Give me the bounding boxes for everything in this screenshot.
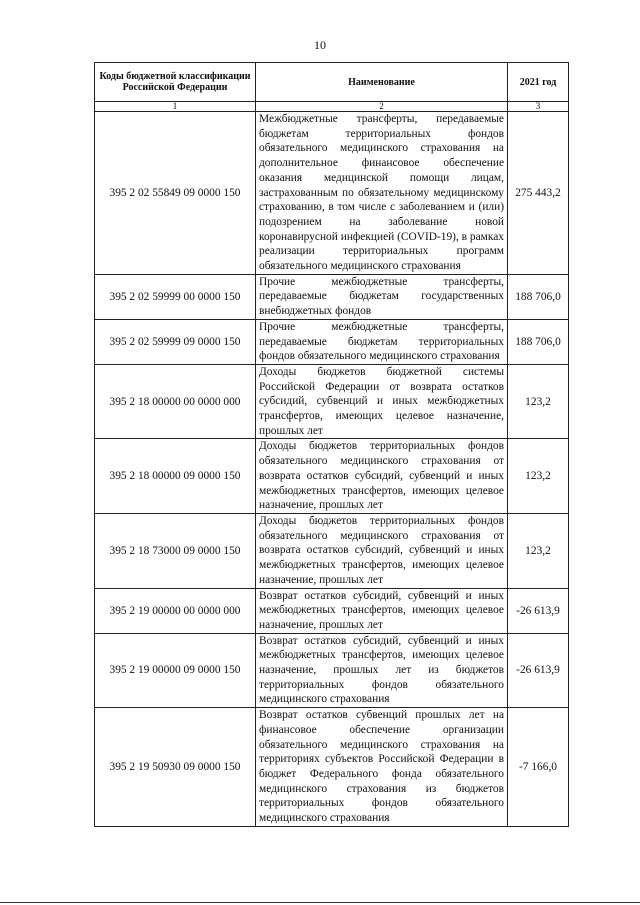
table-body	[95, 112, 569, 827]
table-header-row	[95, 63, 569, 102]
amount-cell: -7 166,0	[508, 708, 569, 827]
name-cell: Возврат остатков субсидий, субвенций и иных межбюджетных трансфертов, имеющих целевое назначение, прошлых лет из бюджетов территориальных фондов обязательного медицинского страхования	[256, 633, 508, 708]
amount-cell: 275 443,2	[508, 112, 569, 275]
column-number: 3	[508, 102, 569, 112]
code-cell: 395 2 19 50930 09 0000 150	[95, 708, 256, 827]
code-cell: 395 2 02 59999 09 0000 150	[95, 319, 256, 364]
code-cell: 395 2 02 59999 00 0000 150	[95, 274, 256, 319]
table-row	[95, 319, 569, 364]
amount-cell: 188 706,0	[508, 319, 569, 364]
table-row	[95, 633, 569, 708]
amount-cell: -26 613,9	[508, 633, 569, 708]
name-cell: Доходы бюджетов территориальных фондов обязательного медицинского страхования от возврата остатков субсидий, субвенций и иных межбюджетных трансфертов, имеющих целевое назначение, прошлых лет	[256, 439, 508, 514]
code-cell: 395 2 18 73000 09 0000 150	[95, 513, 256, 588]
amount-cell: -26 613,9	[508, 588, 569, 633]
code-cell: 395 2 02 55849 09 0000 150	[95, 112, 256, 275]
column-number-row	[95, 102, 569, 112]
table-row	[95, 588, 569, 633]
header-name: Наименование	[256, 63, 508, 102]
name-cell: Возврат остатков субсидий, субвенций и иных межбюджетных трансфертов, имеющих целевое назначение, прошлых лет	[256, 588, 508, 633]
code-cell: 395 2 19 00000 09 0000 150	[95, 633, 256, 708]
budget-table	[94, 62, 569, 827]
code-cell: 395 2 18 00000 00 0000 000	[95, 364, 256, 439]
amount-cell: 188 706,0	[508, 274, 569, 319]
name-cell: Доходы бюджетов бюджетной системы Российской Федерации от возврата остатков субсидий, субвенций и иных межбюджетных трансфертов, имеющих целевое назначение, прошлых лет	[256, 364, 508, 439]
table-row	[95, 274, 569, 319]
amount-cell: 123,2	[508, 439, 569, 514]
table-row	[95, 439, 569, 514]
code-cell: 395 2 18 00000 09 0000 150	[95, 439, 256, 514]
header-code: Коды бюджетной классификации Российской Федерации	[95, 63, 256, 102]
name-cell: Прочие межбюджетные трансферты, передаваемые бюджетам государственных внебюджетных фондов	[256, 274, 508, 319]
table-row	[95, 708, 569, 827]
code-cell: 395 2 19 00000 00 0000 000	[95, 588, 256, 633]
amount-cell: 123,2	[508, 364, 569, 439]
table-row	[95, 513, 569, 588]
name-cell: Межбюджетные трансферты, передаваемые бюджетам территориальных фондов обязательного медицинского страхования на дополнительное финансовое обеспечение оказания медицинской помощи лицам, застрахованным по обязательному медицинскому страхованию, в том числе с заболеванием и (или) подозрением на заболевание новой коронавирусной инфекцией (COVID-19), в рамках реализации территориальных программ обязательного медицинского страхования	[256, 112, 508, 275]
table-row	[95, 112, 569, 275]
name-cell: Прочие межбюджетные трансферты, передаваемые бюджетам территориальных фондов обязательного медицинского страхования	[256, 319, 508, 364]
amount-cell: 123,2	[508, 513, 569, 588]
name-cell: Доходы бюджетов территориальных фондов обязательного медицинского страхования от возврата остатков субсидий, субвенций и иных межбюджетных трансфертов, имеющих целевое назначение, прошлых лет	[256, 513, 508, 588]
header-year: 2021 год	[508, 63, 569, 102]
table-row	[95, 364, 569, 439]
page-number: 10	[314, 38, 326, 52]
name-cell: Возврат остатков субвенций прошлых лет на финансовое обеспечение организации обязательного медицинского страхования на территориях субъектов Российской Федерации в бюджет Федерального фонда обязательного медицинского страхования из бюджетов территориальных фондов обязательного медицинского страхования	[256, 708, 508, 827]
page-bottom-border	[0, 902, 640, 903]
column-number: 2	[256, 102, 508, 112]
column-number: 1	[95, 102, 256, 112]
